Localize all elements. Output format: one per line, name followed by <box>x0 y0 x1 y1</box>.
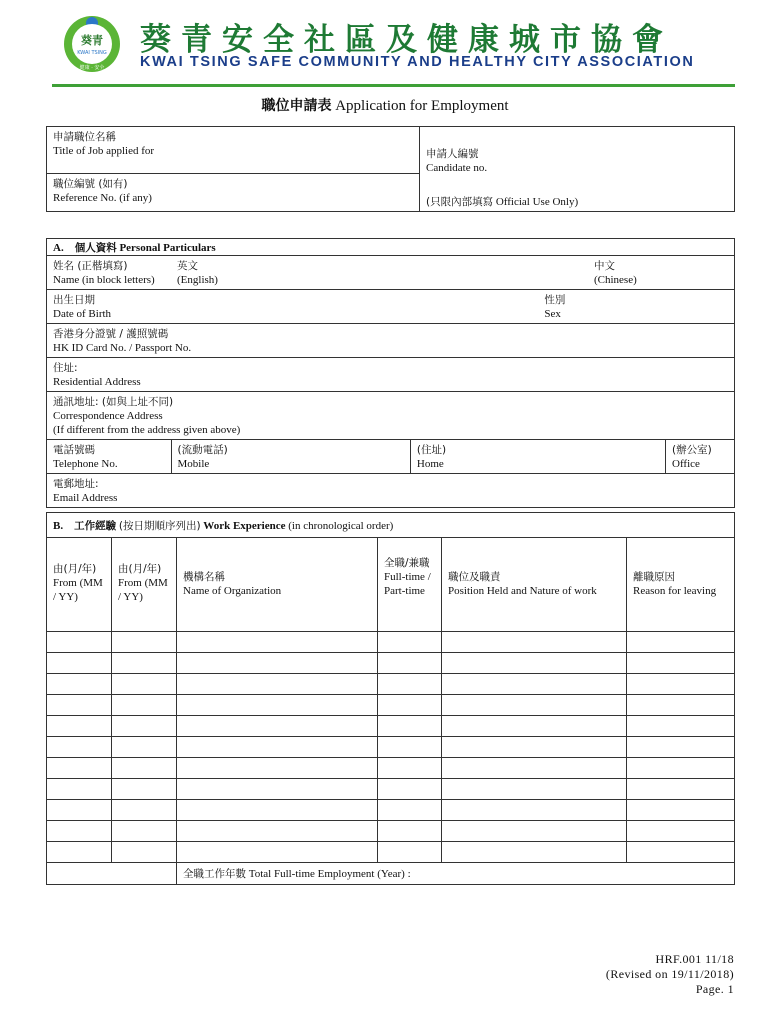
work-experience-cell[interactable] <box>442 842 627 863</box>
work-experience-cell[interactable] <box>442 674 627 695</box>
work-experience-cell[interactable] <box>378 779 442 800</box>
work-experience-cell[interactable] <box>442 695 627 716</box>
id-card-field[interactable]: 香港身分證號 / 護照號碼 HK ID Card No. / Passport No. <box>47 324 735 358</box>
work-experience-cell[interactable] <box>378 632 442 653</box>
work-experience-cell[interactable] <box>177 653 378 674</box>
work-experience-cell[interactable] <box>627 653 735 674</box>
work-experience-cell[interactable] <box>112 674 177 695</box>
residential-address-field[interactable]: 住址: Residential Address <box>47 358 735 392</box>
work-experience-row <box>47 842 735 863</box>
section-b-heading: B. 工作經驗 (按日期順序列出) Work Experience (in chronological order) <box>47 513 735 538</box>
work-experience-cell[interactable] <box>627 716 735 737</box>
work-experience-cell[interactable] <box>442 653 627 674</box>
correspondence-address-field[interactable]: 通訊地址: (如與上址不同) Correspondence Address (If different from the address given above) <box>47 392 735 440</box>
svg-text:KWAI TSING: KWAI TSING <box>77 50 107 56</box>
svg-text:健康 · 安全: 健康 · 安全 <box>79 65 105 71</box>
personal-particulars-table <box>46 238 735 508</box>
association-logo <box>62 14 122 74</box>
work-experience-cell[interactable] <box>47 800 112 821</box>
work-experience-cell[interactable] <box>112 653 177 674</box>
work-experience-cell[interactable] <box>442 737 627 758</box>
col-organization: 機構名稱 Name of Organization <box>177 538 378 632</box>
work-experience-cell[interactable] <box>112 842 177 863</box>
work-experience-cell[interactable] <box>627 758 735 779</box>
work-experience-cell[interactable] <box>112 737 177 758</box>
work-experience-cell[interactable] <box>442 632 627 653</box>
col-from-1: 由(月/年) From (MM / YY) <box>47 538 112 632</box>
name-chinese-field[interactable]: 中文 (Chinese) <box>538 256 735 290</box>
work-experience-cell[interactable] <box>177 737 378 758</box>
col-position: 職位及職責 Position Held and Nature of work <box>442 538 627 632</box>
work-experience-cell[interactable] <box>627 800 735 821</box>
office-phone-field[interactable]: (辦公室) Office <box>666 440 735 474</box>
work-experience-cell[interactable] <box>177 821 378 842</box>
work-experience-row <box>47 779 735 800</box>
org-name-english: KWAI TSING SAFE COMMUNITY AND HEALTHY CITY ASSOCIATION <box>140 54 695 70</box>
work-experience-row <box>47 716 735 737</box>
work-experience-cell[interactable] <box>47 758 112 779</box>
work-experience-cell[interactable] <box>627 632 735 653</box>
email-field[interactable]: 電郵地址: Email Address <box>47 474 735 508</box>
work-experience-cell[interactable] <box>47 821 112 842</box>
header-divider <box>52 84 735 87</box>
date-of-birth-field[interactable]: 出生日期 Date of Birth <box>47 290 411 324</box>
form-footer <box>606 952 734 997</box>
work-experience-cell[interactable] <box>177 800 378 821</box>
title-english: Application for Employment <box>335 98 509 114</box>
work-experience-cell[interactable] <box>47 737 112 758</box>
work-experience-cell[interactable] <box>177 695 378 716</box>
work-experience-cell[interactable] <box>177 758 378 779</box>
work-experience-cell[interactable] <box>378 821 442 842</box>
form-code: HRF.001 11/18 <box>655 952 734 966</box>
page-number: Page. 1 <box>695 982 734 996</box>
org-name-chinese: 葵青安全社區及健康城市協會 <box>140 22 673 58</box>
work-experience-cell[interactable] <box>177 632 378 653</box>
work-experience-cell[interactable] <box>47 842 112 863</box>
work-experience-cell[interactable] <box>177 842 378 863</box>
work-experience-cell[interactable] <box>47 695 112 716</box>
work-experience-row <box>47 632 735 653</box>
work-experience-cell[interactable] <box>47 632 112 653</box>
work-experience-cell[interactable] <box>378 695 442 716</box>
work-experience-cell[interactable] <box>627 674 735 695</box>
job-title-field[interactable]: 申請職位名稱 Title of Job applied for <box>47 127 420 174</box>
work-experience-cell[interactable] <box>47 779 112 800</box>
home-phone-field[interactable]: (住址) Home <box>410 440 665 474</box>
work-experience-cell[interactable] <box>112 779 177 800</box>
work-experience-cell[interactable] <box>627 695 735 716</box>
work-experience-cell[interactable] <box>627 779 735 800</box>
work-experience-row <box>47 695 735 716</box>
svg-text:葵青: 葵青 <box>81 34 103 47</box>
document-title <box>0 95 770 115</box>
work-experience-row <box>47 758 735 779</box>
work-experience-cell[interactable] <box>112 758 177 779</box>
sex-field[interactable]: 性別 Sex <box>410 290 734 324</box>
name-label: 姓名 (正楷填寫) Name (in block letters) <box>47 256 172 290</box>
work-experience-cell[interactable] <box>442 758 627 779</box>
work-experience-cell[interactable] <box>627 737 735 758</box>
work-experience-cell[interactable] <box>112 695 177 716</box>
work-experience-cell[interactable] <box>112 632 177 653</box>
col-reason-leaving: 離職原因 Reason for leaving <box>627 538 735 632</box>
official-use-note: (只限內部填寫 Official Use Only) <box>426 196 579 208</box>
total-spacer <box>47 863 177 885</box>
telephone-label: 電話號碼 Telephone No. <box>47 440 172 474</box>
work-experience-cell[interactable] <box>378 653 442 674</box>
work-experience-cell[interactable] <box>47 653 112 674</box>
title-chinese: 職位申請表 <box>261 98 332 114</box>
work-experience-cell[interactable] <box>112 716 177 737</box>
work-experience-cell[interactable] <box>442 800 627 821</box>
work-experience-cell[interactable] <box>177 716 378 737</box>
total-employment-field[interactable]: 全職工作年數 Total Full-time Employment (Year) : <box>177 863 735 885</box>
work-experience-cell[interactable] <box>378 737 442 758</box>
name-english-field[interactable]: 英文 (English) <box>171 256 538 290</box>
work-experience-cell[interactable] <box>47 716 112 737</box>
work-experience-cell[interactable] <box>47 674 112 695</box>
work-experience-header-row <box>47 538 735 632</box>
work-experience-cell[interactable] <box>378 842 442 863</box>
revision-date: (Revised on 19/11/2018) <box>605 967 734 981</box>
work-experience-cell[interactable] <box>442 821 627 842</box>
work-experience-cell[interactable] <box>442 716 627 737</box>
reference-no-field[interactable]: 職位編號 (如有) Reference No. (if any) <box>47 174 420 212</box>
work-experience-cell[interactable] <box>177 779 378 800</box>
work-experience-cell[interactable] <box>378 758 442 779</box>
col-employment-type: 全職/兼職 Full-time / Part-time <box>378 538 442 632</box>
work-experience-cell[interactable] <box>112 800 177 821</box>
candidate-no-box: 申請人編號 Candidate no. (只限內部填寫 Official Use Only) <box>420 127 735 212</box>
work-experience-cell[interactable] <box>627 821 735 842</box>
work-experience-table <box>46 512 735 885</box>
work-experience-cell[interactable] <box>112 821 177 842</box>
work-experience-cell[interactable] <box>378 716 442 737</box>
work-experience-row <box>47 653 735 674</box>
work-experience-row <box>47 821 735 842</box>
work-experience-cell[interactable] <box>627 842 735 863</box>
work-experience-cell[interactable] <box>378 800 442 821</box>
work-experience-cell[interactable] <box>378 674 442 695</box>
work-experience-row <box>47 800 735 821</box>
job-application-box <box>46 126 735 212</box>
work-experience-cell[interactable] <box>442 779 627 800</box>
work-experience-row <box>47 674 735 695</box>
section-a-heading: A. 個人資料 Personal Particulars <box>47 239 735 256</box>
work-experience-cell[interactable] <box>177 674 378 695</box>
work-experience-row <box>47 737 735 758</box>
mobile-field[interactable]: (流動電話) Mobile <box>171 440 410 474</box>
col-from-2: 由(月/年) From (MM / YY) <box>112 538 177 632</box>
